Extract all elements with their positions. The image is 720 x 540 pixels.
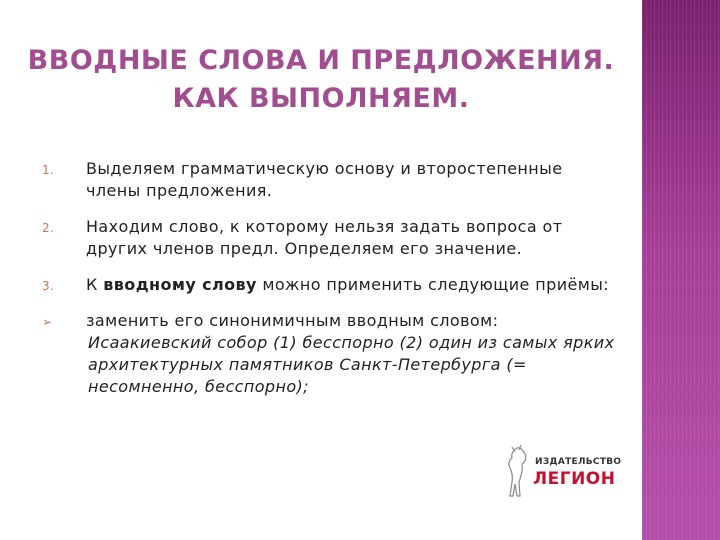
decorative-side-stripe [642, 0, 720, 540]
list-item-bold-term: вводному слову [103, 275, 257, 294]
list-item-number: 2. [42, 221, 55, 235]
list-item [42, 158, 622, 202]
logo-top-text: ИЗДАТЕЛЬСТВО [535, 457, 622, 467]
bullet-item-text: заменить его синонимичным вводным словом: [86, 311, 499, 330]
list-item-text-after: можно применить следующие приёмы: [256, 275, 610, 294]
publisher-logo [503, 444, 623, 500]
list-item-text: Выделяем грамматическую основу и второстепенные члены предложения. [86, 159, 563, 200]
bullet-item [42, 310, 622, 398]
list-item-text: Находим слово, к которому нельзя задать вопроса от других членов предл. Определяем его значение. [86, 217, 563, 258]
horse-icon [503, 444, 533, 500]
example-sentence: Исаакиевский собор (1) бесспорно (2) один из самых ярких архитектурных памятников Санкт-Петербурга (= несомненно, бесспорно); [88, 333, 615, 396]
list-item-text-before: К [86, 275, 104, 294]
list-item [42, 274, 622, 296]
list-item [42, 216, 622, 260]
list-item-number: 3. [42, 279, 55, 293]
title-line-1: ВВОДНЫЕ СЛОВА И ПРЕДЛОЖЕНИЯ. [27, 45, 615, 76]
arrow-bullet-icon: ➢ [42, 315, 53, 329]
title-line-2: КАК ВЫПОЛНЯЕМ. [172, 83, 470, 114]
numbered-list [42, 158, 622, 412]
logo-main-text: ЛЕГИОН [533, 469, 616, 489]
slide-title [0, 42, 642, 118]
list-item-number: 1. [42, 163, 55, 177]
list-item-text [86, 274, 622, 296]
